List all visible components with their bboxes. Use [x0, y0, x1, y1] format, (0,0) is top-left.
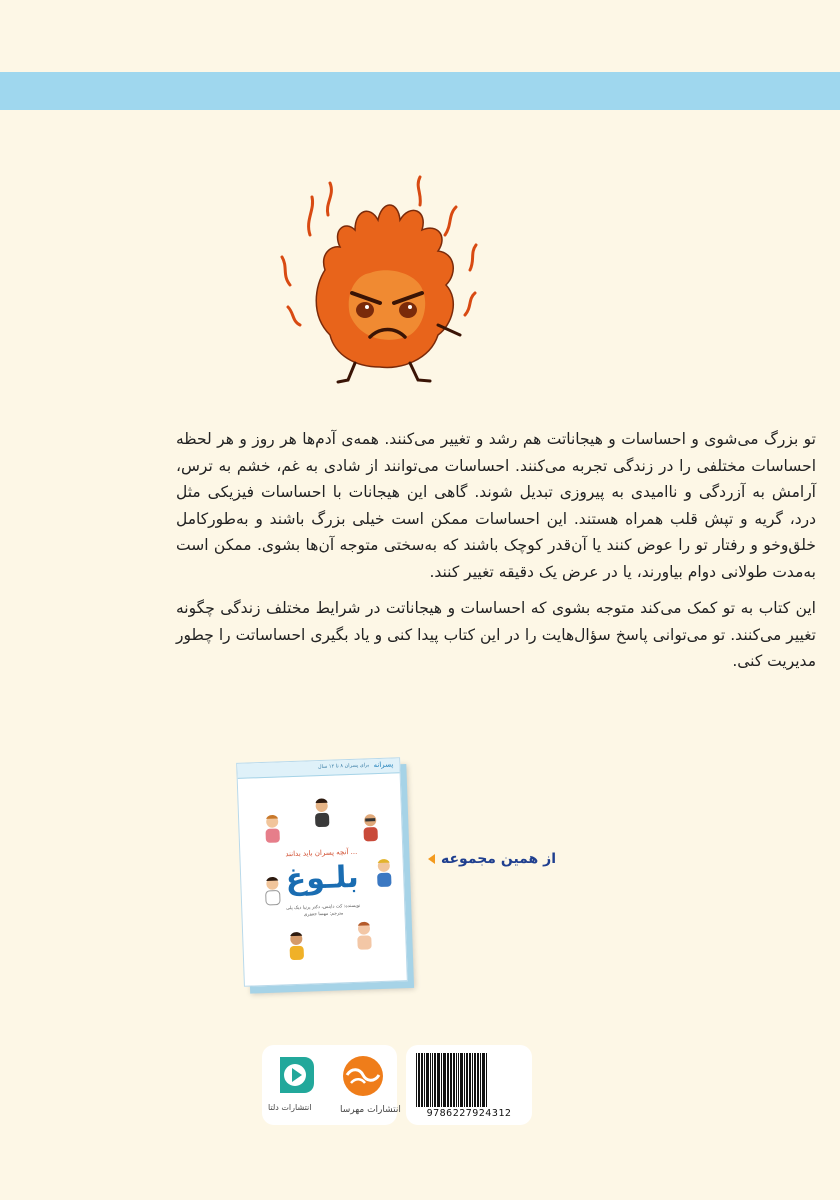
mehrsa-publisher-label: انتشارات مهرسا — [340, 1105, 401, 1115]
angry-fire-mascot-icon — [270, 175, 510, 395]
barcode-bar — [437, 1053, 440, 1107]
book-cover-subtitle: آنچه پسران باید بدانند ... — [285, 847, 358, 859]
barcode-bar — [424, 1053, 425, 1107]
barcode-bar — [432, 1053, 433, 1107]
series-label-text: از همین مجموعه — [441, 851, 556, 867]
related-book-cover[interactable] — [236, 757, 408, 987]
book-cover-series-logo: پسرانه — [373, 760, 394, 770]
barcode-bar — [441, 1053, 442, 1107]
book-cover-translator: مترجم: مهسا جعفری — [303, 911, 344, 918]
barcode-bar — [456, 1053, 457, 1107]
description-paragraph-2: این کتاب به تو کمک می‌کند متوجه بشوی که احساسات و هیجاناتت در شرایط مختلف زندگی چگونه تغییر می‌کنند. تو می‌توانی پاسخ سؤال‌هایت را در این کتاب پیدا کنی و یاد بگیری احساساتت را چطور مدیریت کنی. — [176, 599, 816, 670]
barcode-bar — [426, 1053, 429, 1107]
barcode-bar — [416, 1053, 417, 1107]
book-cover-series-subtitle: برای پسران ۸ تا ۱۲ سال — [317, 762, 370, 771]
book-cover-top-strip — [237, 758, 399, 779]
isbn-barcode — [416, 1053, 522, 1107]
barcode-bar — [469, 1053, 471, 1107]
delta-publisher-label: انتشارات دلتا — [268, 1103, 312, 1112]
barcode-bar — [486, 1053, 487, 1107]
cartoon-boy-icon — [308, 797, 335, 832]
isbn-barcode-box — [406, 1045, 532, 1125]
delta-logo-icon — [274, 1053, 316, 1097]
barcode-bar — [430, 1053, 431, 1107]
barcode-bar — [466, 1053, 468, 1107]
series-label — [428, 851, 556, 867]
cartoon-boy-icon — [351, 919, 378, 954]
publisher-logos — [262, 1045, 401, 1125]
barcode-bar — [474, 1053, 476, 1107]
barcode-bar — [453, 1053, 455, 1107]
barcode-bar — [460, 1053, 463, 1107]
barcode-bar — [443, 1053, 446, 1107]
isbn-number: 9786227924312 — [426, 1108, 512, 1119]
barcode-bar — [434, 1053, 436, 1107]
barcode-bar — [450, 1053, 452, 1107]
cartoon-boy-icon — [259, 812, 286, 847]
barcode-bar — [477, 1053, 479, 1107]
barcode-bar — [458, 1053, 459, 1107]
barcode-bar — [421, 1053, 423, 1107]
book-cover-author: نویسنده: کت داینس، دکتر پرنیا دیک پلی — [286, 903, 361, 912]
cartoon-boy-icon — [283, 929, 310, 964]
barcode-bar — [447, 1053, 449, 1107]
barcode-bar — [472, 1053, 473, 1107]
barcode-bar — [464, 1053, 465, 1107]
cartoon-boy-icon — [357, 811, 384, 846]
top-color-band — [0, 72, 840, 110]
orange-triangle-pointer-icon — [428, 854, 435, 864]
barcode-bar — [480, 1053, 481, 1107]
barcode-bar — [418, 1053, 420, 1107]
description-paragraph-1: تو بزرگ می‌شوی و احساسات و هیجاناتت هم رشد و تغییر می‌کنند. همه‌ی آدم‌ها هر روز و هر لحظه احساسات مختلفی را در زندگی تجربه می‌کنند. احساسات می‌توانند از شادی به غم، خشم به ترس، آرامش به آزردگی و ناامیدی به پیروزی تبدیل شوند. گاهی این هیجانات با احساسات فیزیکی مثل درد، گریه و تپش قلب همراه هستند. این احساسات ممکن است خیلی بزرگ باشند و به‌طورکامل خلق‌وخو و رفتار تو را عوض کنند یا آن‌قدر کوچک باشند که به‌سختی متوجه آن‌ها بشوی. ممکن است به‌مدت طولانی دوام بیاورند، یا در عرض یک دقیقه تغییر کنند. — [176, 430, 816, 581]
book-cover-title: بلـوغ — [285, 859, 360, 898]
barcode-bar — [482, 1053, 485, 1107]
mehrsa-logo-icon — [338, 1051, 388, 1101]
description-text — [176, 426, 816, 685]
